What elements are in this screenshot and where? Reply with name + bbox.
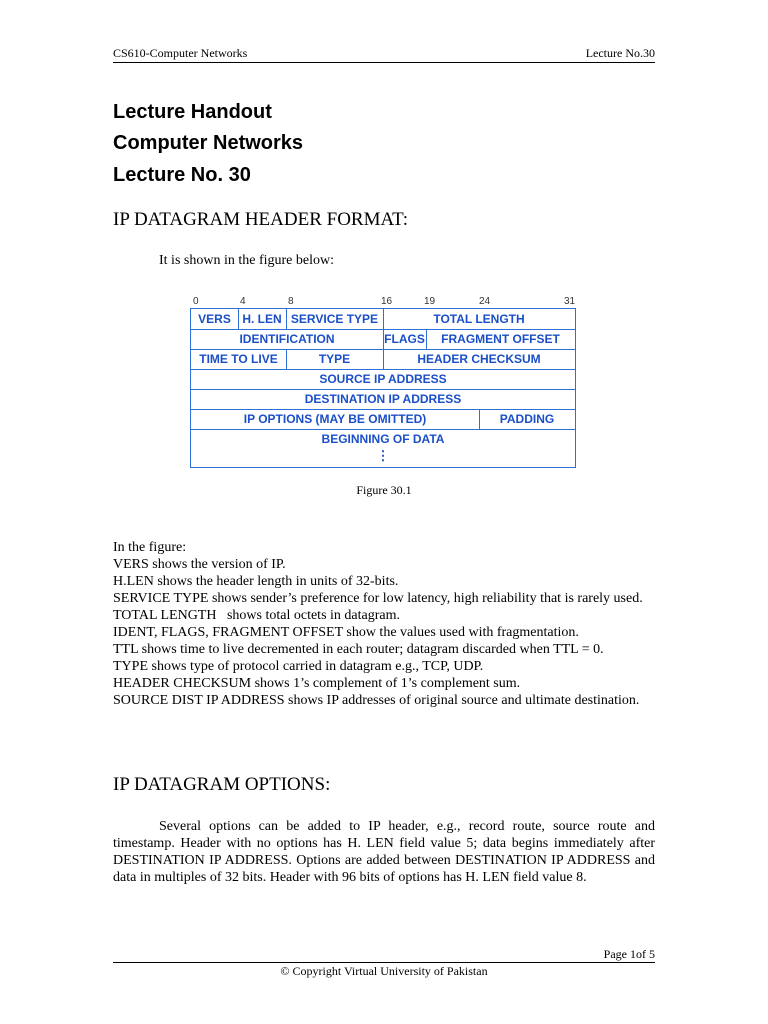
field-flags: FLAGS (384, 332, 425, 346)
explanation-service-type: SERVICE TYPE shows sender’s preference for low latency, high reliability that is rarely used. (113, 591, 643, 606)
bit-label-31: 31 (564, 296, 576, 307)
field-header-checksum: HEADER CHECKSUM (417, 352, 541, 366)
field-service-type: SERVICE TYPE (290, 312, 379, 326)
bit-label-24: 24 (479, 296, 491, 307)
copyright-notice: © Copyright Virtual University of Pakistan (280, 964, 488, 978)
field-destination-ip: DESTINATION IP ADDRESS (304, 392, 462, 406)
explanation-hlen: H.LEN shows the header length in units of 32-bits. (113, 574, 399, 589)
options-paragraph: Several options can be added to IP header, e.g., record route, source route and timestamp. Header with no options has H. LEN field value 5; data begins immediately after DESTINATION IP ADDRESS. Options are added between DESTINATION IP ADDRESS and data in multiples of 32 bits. Header with 96 bits of options has H. LEN field value 8. (113, 819, 655, 885)
title-course: Computer Networks (113, 132, 304, 154)
field-total-length: TOTAL LENGTH (433, 312, 525, 326)
bit-label-19: 19 (424, 296, 436, 307)
page-footer (113, 947, 655, 963)
explanation-intro: In the figure: (113, 540, 187, 555)
explanation-ident-flags: IDENT, FLAGS, FRAGMENT OFFSET show the values used with fragmentation. (113, 625, 579, 640)
running-header (113, 46, 655, 63)
field-vers: VERS (198, 312, 231, 326)
field-header-length: H. LEN (242, 312, 282, 326)
explanation-ttl: TTL shows time to live decremented in each router; datagram discarded when TTL = 0. (113, 642, 604, 657)
explanation-addresses: SOURCE DIST IP ADDRESS shows IP addresses of original source and ultimate destination. (113, 693, 640, 708)
page-number: Page 1of 5 (603, 947, 655, 961)
section-heading-header-format: IP DATAGRAM HEADER FORMAT: (113, 209, 409, 230)
field-padding: PADDING (499, 412, 555, 426)
field-ip-options: IP OPTIONS (MAY BE OMITTED) (243, 412, 427, 426)
field-beginning-of-data: BEGINNING OF DATA (321, 432, 445, 446)
field-type: TYPE (318, 352, 351, 366)
field-identification: IDENTIFICATION (239, 332, 335, 346)
field-fragment-offset: FRAGMENT OFFSET (441, 332, 560, 346)
field-explanations (113, 539, 655, 709)
bit-label-0: 0 (193, 296, 199, 307)
explanation-total-length: TOTAL LENGTH shows total octets in datagram. (113, 608, 400, 623)
title-handout: Lecture Handout (113, 101, 272, 123)
bit-label-4: 4 (240, 296, 246, 307)
field-source-ip: SOURCE IP ADDRESS (319, 372, 447, 386)
field-time-to-live: TIME TO LIVE (199, 352, 278, 366)
continuation-dots: ⋮ (376, 448, 390, 463)
lecture-number: Lecture No.30 (585, 46, 655, 60)
explanation-type: TYPE shows type of protocol carried in datagram e.g., TCP, UDP. (113, 659, 484, 674)
bit-label-16: 16 (381, 296, 393, 307)
ip-header-diagram (190, 308, 576, 468)
figure-caption: Figure 30.1 (356, 483, 412, 497)
explanation-checksum: HEADER CHECKSUM shows 1’s complement of 1’s complement sum. (113, 676, 521, 691)
section-heading-options: IP DATAGRAM OPTIONS: (113, 774, 331, 795)
bit-label-8: 8 (288, 296, 294, 307)
explanation-vers: VERS shows the version of IP. (113, 557, 286, 572)
title-lecture: Lecture No. 30 (113, 164, 251, 186)
course-name: CS610-Computer Networks (113, 46, 248, 60)
figure-intro: It is shown in the figure below: (159, 253, 334, 268)
